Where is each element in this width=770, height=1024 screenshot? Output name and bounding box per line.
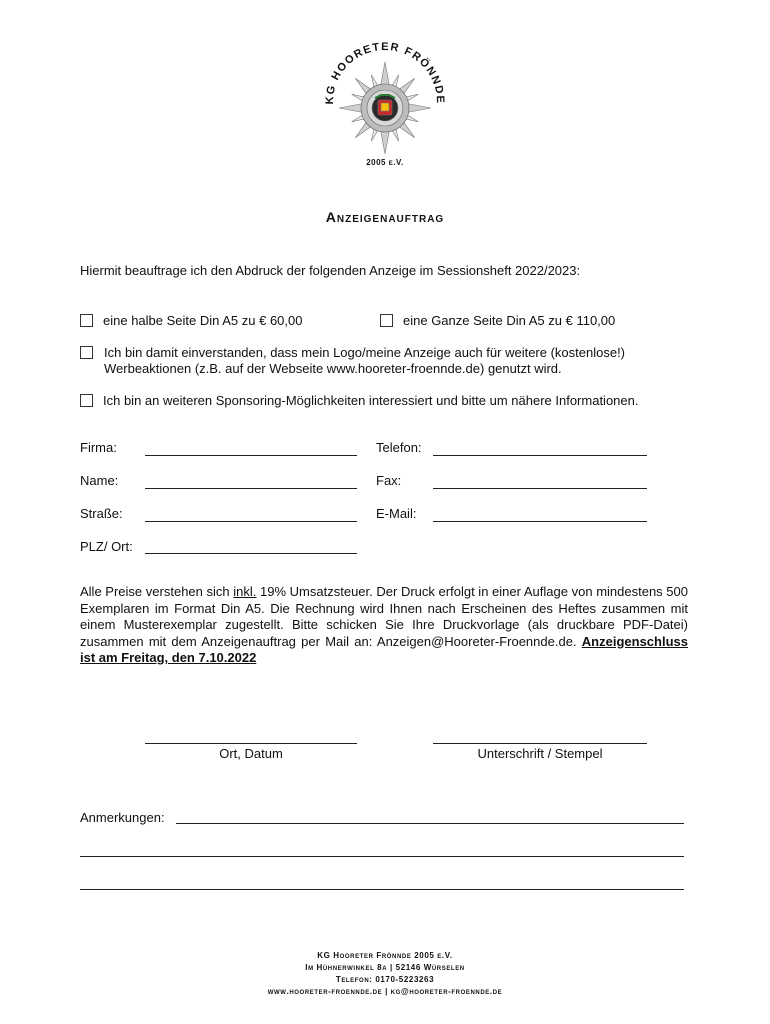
- full-page-checkbox[interactable]: [380, 314, 393, 327]
- deadline-text: Anzeigenschluss ist am Freitag, den 7.10.2022: [80, 633, 688, 665]
- footer-web-email: www.hooreter-froennde.de | kg@hooreter-froennde.de: [267, 987, 503, 996]
- footer-street: Im Hühnerwinkel 8a | 52146 Würselen: [305, 963, 465, 972]
- full-page-label: eine Ganze Seite Din A5 zu € 110,00: [403, 313, 616, 328]
- half-page-checkbox[interactable]: [80, 314, 93, 327]
- remarks-label: Anmerkungen:: [80, 810, 165, 825]
- telefon-label: Telefon:: [376, 440, 422, 455]
- remarks-line-1[interactable]: [176, 823, 684, 824]
- logo-year: 2005 e.V.: [366, 158, 404, 167]
- option-full-page[interactable]: [380, 313, 615, 328]
- remarks-line-2[interactable]: [80, 856, 684, 857]
- page-title: Anzeigenauftrag: [325, 209, 445, 225]
- notice-inkl: inkl.: [233, 584, 257, 599]
- svg-text:KG HOORETER FRÖNNDE: KG HOORETER FRÖNNDE: [323, 40, 447, 105]
- email-input-line[interactable]: [433, 521, 647, 522]
- fax-input-line[interactable]: [433, 488, 647, 489]
- pricing-notice: [80, 584, 688, 667]
- name-label: Name:: [80, 473, 119, 488]
- strasse-label: Straße:: [80, 506, 123, 521]
- signature-stamp-line[interactable]: [433, 743, 647, 744]
- unterschrift-label: Unterschrift / Stempel: [477, 746, 603, 761]
- remarks-line-3[interactable]: [80, 889, 684, 890]
- footer-club-name: KG Hooreter Frönnde 2005 e.V.: [317, 951, 453, 960]
- consent-line-2: Werbeaktionen (z.B. auf der Webseite www.hooreter-froennde.de) genutzt wird.: [104, 361, 562, 376]
- footer-phone: Telefon: 0170-5223263: [335, 975, 435, 984]
- sponsoring-label: Ich bin an weiteren Sponsoring-Möglichkeiten interessiert und bitte um nähere Informationen.: [103, 393, 639, 408]
- intro-text: Hiermit beauftrage ich den Abdruck der folgenden Anzeige im Sessionsheft 2022/2023:: [80, 263, 581, 278]
- option-sponsoring[interactable]: [80, 393, 638, 408]
- ort-datum-label: Ort, Datum: [219, 746, 283, 761]
- name-input-line[interactable]: [145, 488, 357, 489]
- plz-ort-input-line[interactable]: [145, 553, 357, 554]
- strasse-input-line[interactable]: [145, 521, 357, 522]
- consent-checkbox[interactable]: [80, 346, 93, 359]
- sponsoring-checkbox[interactable]: [80, 394, 93, 407]
- plz-ort-label: PLZ/ Ort:: [80, 539, 133, 554]
- telefon-input-line[interactable]: [433, 455, 647, 456]
- half-page-label: eine halbe Seite Din A5 zu € 60,00: [103, 313, 303, 328]
- option-half-page[interactable]: [80, 313, 302, 328]
- firma-label: Firma:: [80, 440, 117, 455]
- notice-part-2: 19% Umsatzsteuer. Der Druck erfolgt in einer Auflage von mindestens 500 Exemplaren im Format Din A5. Die Rechnung wird Ihnen nach Erscheinen des Heftes zusammen mit einem Musterexemplar zugestellt. Bitte schicken Sie Ihre Druckvorlage (als druckbare PDF-Datei) zusammen mit dem Anzeigenauftrag per Mail an: Anzeigen@Hooreter-Froennde.de.: [80, 584, 688, 649]
- consent-label: [104, 345, 625, 377]
- date-signature-line[interactable]: [145, 743, 357, 744]
- email-label: E-Mail:: [376, 506, 417, 521]
- footer-address: [0, 950, 770, 998]
- notice-part-1: Alle Preise verstehen sich: [80, 584, 234, 599]
- consent-line-1: Ich bin damit einverstanden, dass mein Logo/meine Anzeige auch für weitere (kostenlose!): [104, 345, 626, 360]
- firma-input-line[interactable]: [145, 455, 357, 456]
- fax-label: Fax:: [376, 473, 402, 488]
